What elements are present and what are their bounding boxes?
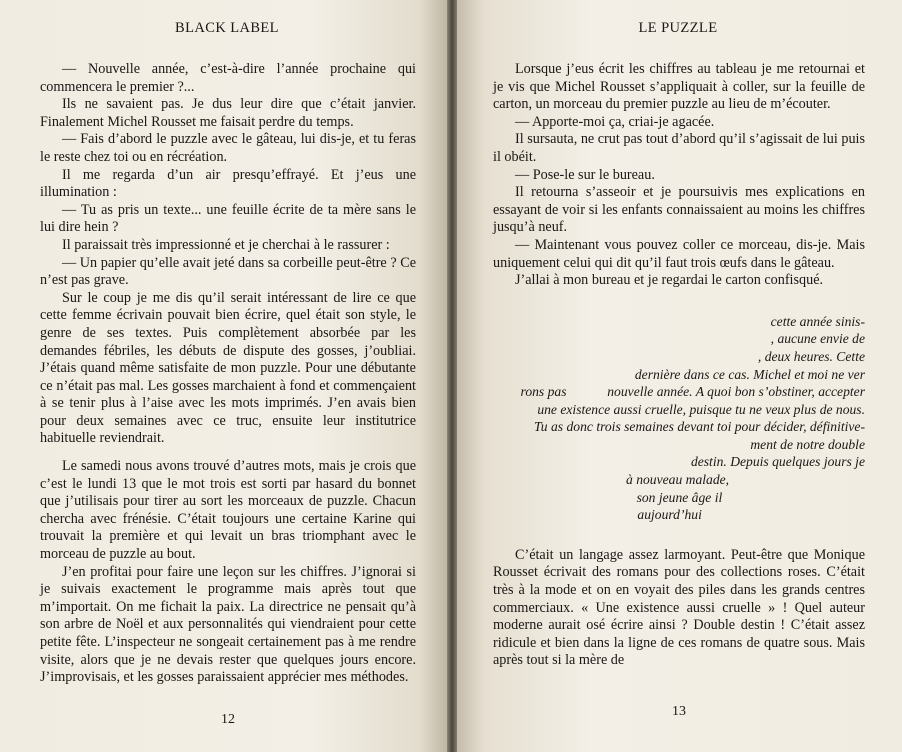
letter-line: à nouveau malade, <box>626 472 865 488</box>
letter-line: dernière dans ce cas. Michel et moi ne ver <box>634 366 865 382</box>
paragraph: Lorsque j’eus écrit les chiffres au tableau je me retournai et je vis que Michel Rousset s’appliquait à coller, sur la feuille de carton, un morceau du premier puzzle au lieu de m’écouter. <box>493 61 865 113</box>
left-running-head: BLACK LABEL <box>175 20 279 36</box>
paragraph: Il retourna s’asseoir et je poursuivis mes explications en essayant de voir si les enfants connaissaient au moins les chiffres jusqu’à neuf. <box>493 184 865 236</box>
right-body-text <box>493 61 865 670</box>
paragraph: — Apporte-moi ça, criai-je agacée. <box>515 113 715 130</box>
left-body-text <box>40 61 416 687</box>
letter-line: Tu as donc trois semaines devant toi pour décider, définitive- <box>534 419 865 435</box>
right-running-head: LE PUZZLE <box>638 20 718 36</box>
paragraph: — Fais d’abord le puzzle avec le gâteau, lui dis-je, et tu feras le reste chez toi ou en récréation. <box>40 131 416 165</box>
book-spine <box>447 0 457 752</box>
letter-line: ment de notre double <box>750 436 865 452</box>
paragraph: Il me regarda d’un air presqu’effrayé. Et j’eus une illumination : <box>40 166 416 201</box>
paragraph: J’en profitai pour faire une leçon sur les chiffres. J’ignorai si je suivais exactement le programme mais après tout que m’importait. On me fichait la paix. La directrice ne pensait qu’à son arbre de Noël et aux personnalités qui viendraient pour cette petite fête. L’inspecteur ne songeait certainement pas à me rendre visite, alors que je ne devais rester que quelques jours encore. J’improvisais, et les gosses paraissaient apprécier mes méthodes. <box>40 563 416 686</box>
paragraph: Il paraissait très impressionné et je cherchai à le rassurer : <box>62 236 390 253</box>
paragraph: — Nouvelle année, c’est-à-dire l’année prochaine qui commencera le premier ?... <box>40 61 416 95</box>
paragraph: — Un papier qu’elle avait jeté dans sa corbeille peut-être ? Ce n’est pas grave. <box>40 254 416 289</box>
letter-line: une existence aussi cruelle, puisque tu ne veux plus de nous. <box>537 401 865 417</box>
paragraph: — Pose-le sur le bureau. <box>515 166 655 183</box>
letter-line: aujourd’hui <box>637 507 865 523</box>
paragraph: Le samedi nous avons trouvé d’autres mots, mais je crois que c’est le lundi 13 que le mot trois est sorti par hasard du bonnet que j’utilisais pour tirer au sort les morceaux de puzzle. Chacun chercha avec frénésie. C’était toujours une certaine Karine qui trouvait la première et qui levait un bras triomphant avec le morceau de puzzle au bout. <box>40 458 416 563</box>
paragraph: Il sursauta, ne crut pas tout d’abord qu’il s’agissait de lui puis il obéit. <box>493 131 865 165</box>
left-page <box>0 0 447 752</box>
right-page-number: 13 <box>672 704 686 719</box>
letter-line: son jeune âge il <box>636 489 865 505</box>
paragraph: Ils ne savaient pas. Je dus leur dire que c’était janvier. Finalement Michel Rousset me faisait perdre du temps. <box>40 96 416 130</box>
letter-line: , deux heures. Cette <box>757 348 865 364</box>
left-page-number: 12 <box>221 712 235 727</box>
paragraph: — Tu as pris un texte... une feuille écrite de ta mère sans le lui dire hein ? <box>40 201 416 236</box>
paragraph: — Maintenant vous pouvez coller ce morceau, dis-je. Mais uniquement celui qui dit qu’il faut trois œufs dans le gâteau. <box>493 236 865 271</box>
right-page <box>457 0 902 752</box>
letter-line: destin. Depuis quelques jours je <box>690 454 865 470</box>
letter-line: , aucune envie de <box>770 331 865 347</box>
letter-line: rons pas nouvelle année. A quoi bon s’obstiner, accepter <box>520 384 865 400</box>
paragraph: C’était un langage assez larmoyant. Peut-être que Monique Rousset écrivait des romans pour des collections roses. C’était très à la mode et on en voyait des piles dans les grands centres commerciaux. « Une existence aussi cruelle » ! Quel auteur moderne aurait osé écrire ainsi ? Double destin ! C’était assez ridicule et bien dans la ligne de ces romans de quatre sous. Mais après tout si la mère de <box>493 546 865 669</box>
letter-line: cette année sinis- <box>770 313 865 329</box>
torn-letter-fragment <box>493 313 865 524</box>
paragraph: J’allai à mon bureau et je regardai le carton confisqué. <box>515 272 824 289</box>
paragraph: Sur le coup je me dis qu’il serait intéressant de lire ce que cette femme écrivain pouvait bien écrire, quel était son style, le genre de ses textes. Puis complètement absorbée par les demandes fébriles, les débuts de dispute des gosses, j’oubliai. J’étais quand même satisfaite de mon puzzle. Pour une débutante ce n’était pas mal. Les gosses marchaient à fond et commençaient à se tenir plus à l’aise avec les mots imprimés. J’en avais bien pour deux semaines avec ce truc, ensuite leur institutrice habituelle reviendrait. <box>40 289 416 447</box>
